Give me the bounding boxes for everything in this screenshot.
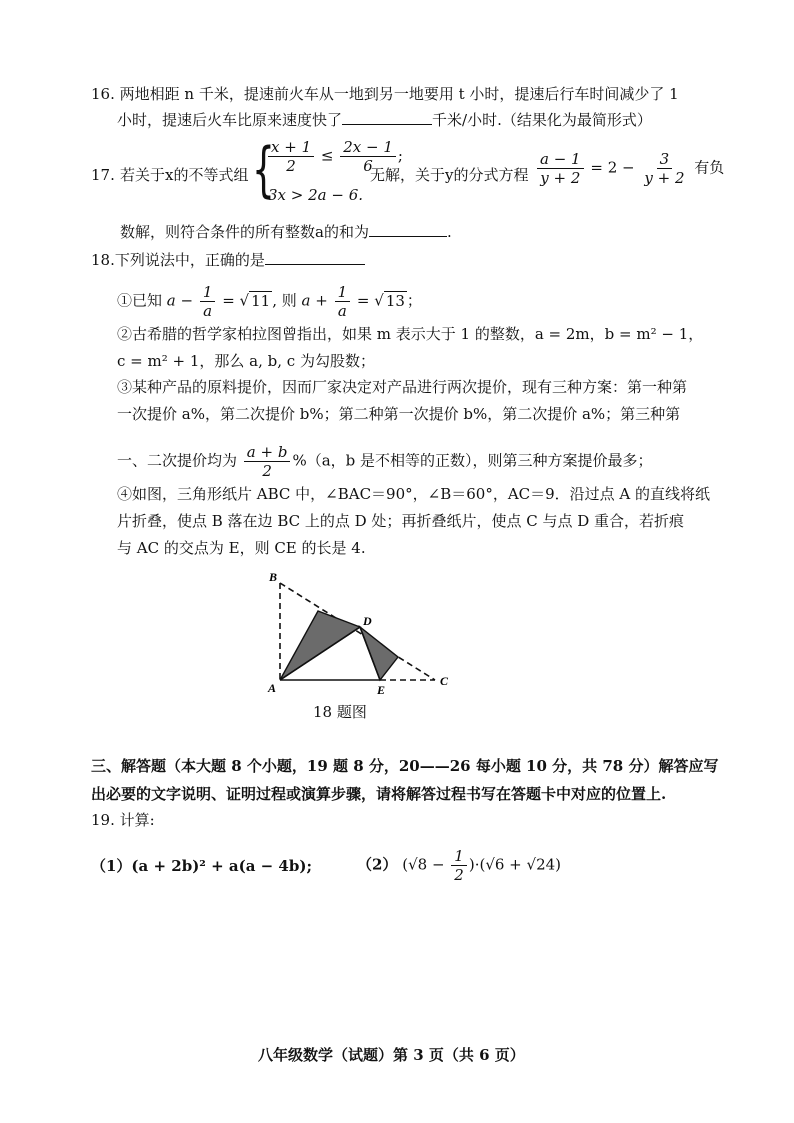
q17-number: 17. [91, 166, 115, 184]
q16-text-b: 千米/小时.（结果化为最简形式） [432, 111, 652, 129]
q17-answer-blank[interactable] [369, 222, 447, 237]
q17-equation: $\frac{a - 1}{y + 2}$ = 2 − $\frac{3}{y + 2}$ 有负 [535, 150, 724, 187]
q18-figure [260, 565, 460, 695]
label-a: A [268, 681, 277, 695]
q16-line1: 16. 两地相距 n 千米，提速前火车从一地到另一地要用 t 小时，提速后行车时间减少了 1 [91, 85, 679, 103]
q18-figure-caption: 18 题图 [313, 703, 367, 721]
q18-statement-1: ①已知 a − $\frac{1}{a}$ = √ 11 , 则 a + $\frac{1}{a}$ = √ 13 ； [117, 283, 422, 320]
label-d: D [363, 614, 372, 628]
q16-answer-blank[interactable] [342, 110, 432, 125]
page-footer: 八年级数学（试题）第 3 页（共 6 页） [258, 1046, 525, 1064]
q18-statement-4-line2: 片折叠，使点 B 落在边 BC 上的点 D 处；再折叠纸片，使点 C 与点 D 重合，若折痕 [117, 512, 685, 530]
q17-mid-text: 无解，关于y的分式方程 [370, 166, 529, 184]
q18-statement-3-line3: 一、二次提价均为 $\frac{a + b}{2}$ %（a，b 是不相等的正数），则第三种方案提价最多； [117, 443, 653, 480]
q19-part1: （1）(a + 2b)² + a(a − 4b); [91, 857, 312, 875]
label-e: E [377, 683, 386, 695]
q16-text-a: 小时，提速后火车比原来速度快了 [117, 111, 343, 129]
q17-frac-a: $\frac{x + 1}{2}$ [268, 138, 314, 175]
q17-inequality-2: 3x > 2a − 6. [268, 186, 364, 204]
q18-statement-3-line1: ③某种产品的原料提价，因而厂家决定对产品进行两次提价，现有三种方案：第一种第 [117, 378, 688, 396]
q18-statement-4-line3: 与 AC 的交点为 E，则 CE 的长是 4. [117, 539, 366, 557]
q17-frac-b: $\frac{2x - 1}{6}$ [340, 138, 396, 175]
q17-line2: 数解，则符合条件的所有整数a的和为 . [120, 223, 452, 241]
q18-answer-blank[interactable] [265, 250, 365, 265]
q18-title: 18.下列说法中，正确的是 [91, 250, 365, 270]
section3-heading-line2: 出必要的文字说明、证明过程或演算步骤，请将解答过程书写在答题卡中对应的位置上. [91, 785, 667, 803]
folded-triangle-cde [360, 627, 398, 680]
q18-statement-2-line2: c = m² + 1，那么 a, b, c 为勾股数； [117, 352, 375, 370]
label-b: B [269, 570, 278, 584]
q18-statement-2-line1: ②古希腊的哲学家柏拉图曾指出，如果 m 表示大于 1 的整数，a = 2m，b = m² − 1， [117, 325, 704, 343]
q17-inequality-1: $\frac{x + 1}{2}$ ≤ $\frac{2x - 1}{6}$ ; [266, 138, 403, 175]
q17-system-brace: { [252, 135, 275, 205]
q19-part2: （2） (√8 − $\frac{1}{2}$ )·(√6 + √24) [357, 847, 562, 884]
q16-line2 [117, 110, 652, 130]
q19-title: 19. 计算: [91, 811, 155, 829]
section3-heading-line1: 三、解答题（本大题 8 个小题，19 题 8 分，20——26 每小题 10 分，共 78 分）解答应写 [91, 757, 719, 775]
q18-statement-4-line1: ④如图，三角形纸片 ABC 中，∠BAC＝90°，∠B＝60°，AC＝9．沿过点 A 的直线将纸 [117, 485, 711, 503]
label-c: C [440, 674, 449, 688]
folded-triangle-abd [280, 611, 360, 680]
q18-statement-3-line2: 一次提价 a%，第二次提价 b%；第二种第一次提价 b%，第二次提价 a%；第三种第 [117, 405, 681, 423]
q17-intro: 若关于x的不等式组 [120, 166, 249, 184]
